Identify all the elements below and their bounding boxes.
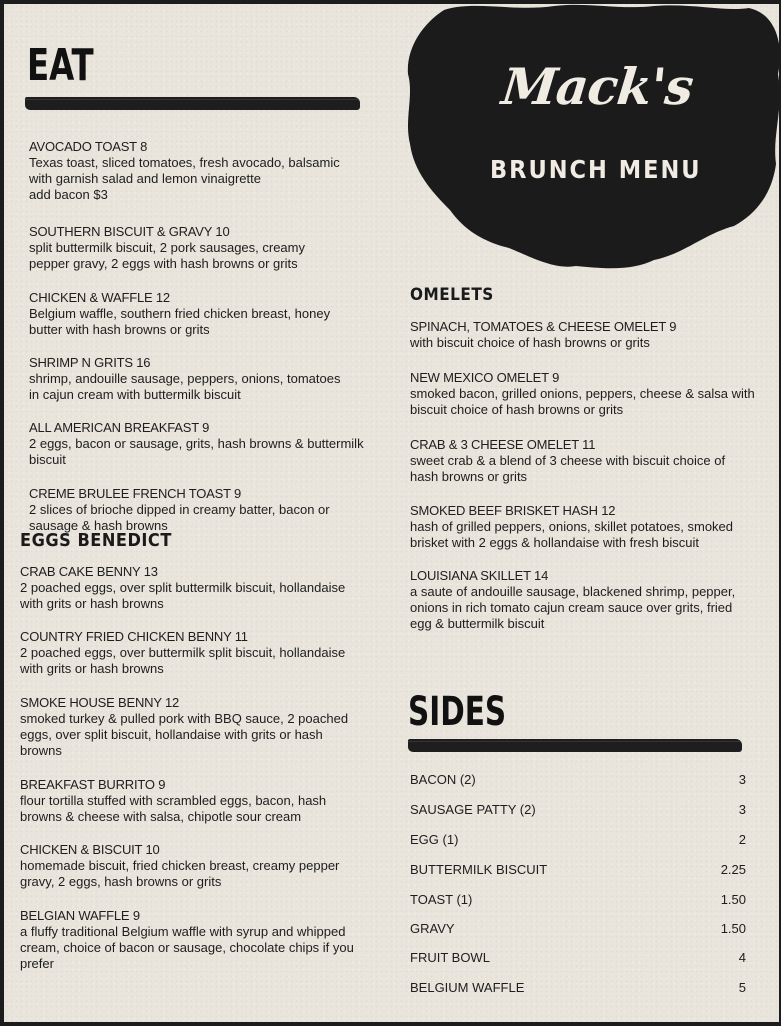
item-description: a saute of andouille sausage, blackened shrimp, pepper, onions in rich tomato cajun cream sauce over grits, fried egg & buttermilk biscuit [410,584,736,631]
item-name: NEW MEXICO OMELET 9 [410,370,560,385]
side-name: EGG (1) [410,832,459,847]
side-price: 3 [738,802,746,817]
logo-script-title: Mack's [498,57,696,116]
item-name: ALL AMERICAN BREAKFAST 9 [29,420,210,435]
item-name: SHRIMP N GRITS 16 [29,355,151,370]
logo-blob [404,4,779,276]
item-name: CRAB CAKE BENNY 13 [20,564,158,579]
item-description: 2 eggs, bacon or sausage, grits, hash browns & buttermilk biscuit [29,436,364,467]
benedict-item [20,629,350,677]
item-description: sweet crab & a blend of 3 cheese with biscuit choice of hash browns or grits [410,453,726,484]
side-row [410,802,746,822]
item-description: 2 poached eggs, over split buttermilk biscuit, hollandaise with grits or hash browns [20,580,346,611]
side-row [410,892,746,912]
benedict-item [20,695,350,759]
side-name: TOAST (1) [410,892,473,907]
omelet-item [410,370,755,418]
eat-item [29,486,344,534]
eat-item [29,139,359,203]
side-name: SAUSAGE PATTY (2) [410,802,536,817]
item-name: BELGIAN WAFFLE 9 [20,908,140,923]
item-description: shrimp, andouille sausage, peppers, onions, tomatoes in cajun cream with buttermilk biscuit [29,371,341,402]
item-name: AVOCADO TOAST 8 [29,139,148,154]
side-name: BUTTERMILK BISCUIT [410,862,548,877]
benedict-item [20,564,350,612]
side-price: 1.50 [720,892,746,907]
item-description: homemade biscuit, fried chicken breast, creamy pepper gravy, 2 eggs, hash browns or grits [20,858,340,889]
side-price: 1.50 [720,921,746,936]
eat-item [29,355,354,403]
eat-title: EAT [27,40,94,91]
side-row [410,862,746,882]
item-description: a fluffy traditional Belgium waffle with syrup and whipped cream, choice of bacon or sausage, chocolate chips if you prefer [20,924,354,971]
item-name: LOUISIANA SKILLET 14 [410,568,549,583]
item-name: SMOKED BEEF BRISKET HASH 12 [410,503,616,518]
item-description: Belgium waffle, southern fried chicken breast, honey butter with hash browns or grits [29,306,331,337]
item-description: split buttermilk biscuit, 2 pork sausages, creamy pepper gravy, 2 eggs with hash browns or grits [29,240,305,271]
item-description: 2 poached eggs, over buttermilk split biscuit, hollandaise with grits or hash browns [20,645,346,676]
sides-title: SIDES [408,689,507,735]
benedict-title: EGGS BENEDICT [20,530,172,551]
item-description: 2 slices of brioche dipped in creamy batter, bacon or sausage & hash browns [29,502,330,533]
omelets-title: OMELETS [410,285,494,305]
benedict-item [20,908,355,972]
menu-page [4,4,779,1022]
item-name: SPINACH, TOMATOES & CHEESE OMELET 9 [410,319,677,334]
sides-divider [408,739,742,752]
item-name: CREME BRULEE FRENCH TOAST 9 [29,486,242,501]
item-addon: add bacon $3 [29,187,108,202]
item-name: CRAB & 3 CHEESE OMELET 11 [410,437,596,452]
benedict-item [20,842,340,890]
side-name: GRAVY [410,921,455,936]
item-description: smoked turkey & pulled pork with BBQ sauce, 2 poached eggs, over split biscuit, hollandaise with grits or hash browns [20,711,349,758]
item-name: COUNTRY FRIED CHICKEN BENNY 11 [20,629,248,644]
eat-item [29,420,364,468]
item-name: SMOKE HOUSE BENNY 12 [20,695,180,710]
item-description: smoked bacon, grilled onions, peppers, cheese & salsa with biscuit choice of hash browns or grits [410,386,755,417]
omelet-item [410,319,750,351]
side-name: BACON (2) [410,772,476,787]
side-price: 2.25 [720,862,746,877]
side-price: 2 [738,832,746,847]
omelet-item [410,437,730,485]
item-description: with biscuit choice of hash browns or grits [410,335,650,350]
item-description: hash of grilled peppers, onions, skillet potatoes, smoked brisket with 2 eggs & hollandaise with fresh biscuit [410,519,734,550]
side-row [410,772,746,792]
item-name: CHICKEN & BISCUIT 10 [20,842,160,857]
side-price: 3 [738,772,746,787]
side-row [410,950,746,970]
item-name: CHICKEN & WAFFLE 12 [29,290,170,305]
omelet-item [410,568,740,632]
side-row [410,980,746,1000]
side-price: 5 [738,980,746,995]
eat-item [29,224,349,272]
side-name: BELGIUM WAFFLE [410,980,525,995]
logo-subtitle: BRUNCH MENU [490,155,702,184]
item-description: Texas toast, sliced tomatoes, fresh avocado, balsamic with garnish salad and lemon vinaigrette [29,155,340,186]
eat-divider [25,97,360,110]
side-row [410,921,746,941]
item-name: BREAKFAST BURRITO 9 [20,777,166,792]
omelet-item [410,503,740,551]
side-name: FRUIT BOWL [410,950,490,965]
item-description: flour tortilla stuffed with scrambled eggs, bacon, hash browns & cheese with salsa, chipotle sour cream [20,793,327,824]
eat-item [29,290,364,338]
benedict-item [20,777,330,825]
item-name: SOUTHERN BISCUIT & GRAVY 10 [29,224,230,239]
side-row [410,832,746,852]
side-price: 4 [738,950,746,965]
